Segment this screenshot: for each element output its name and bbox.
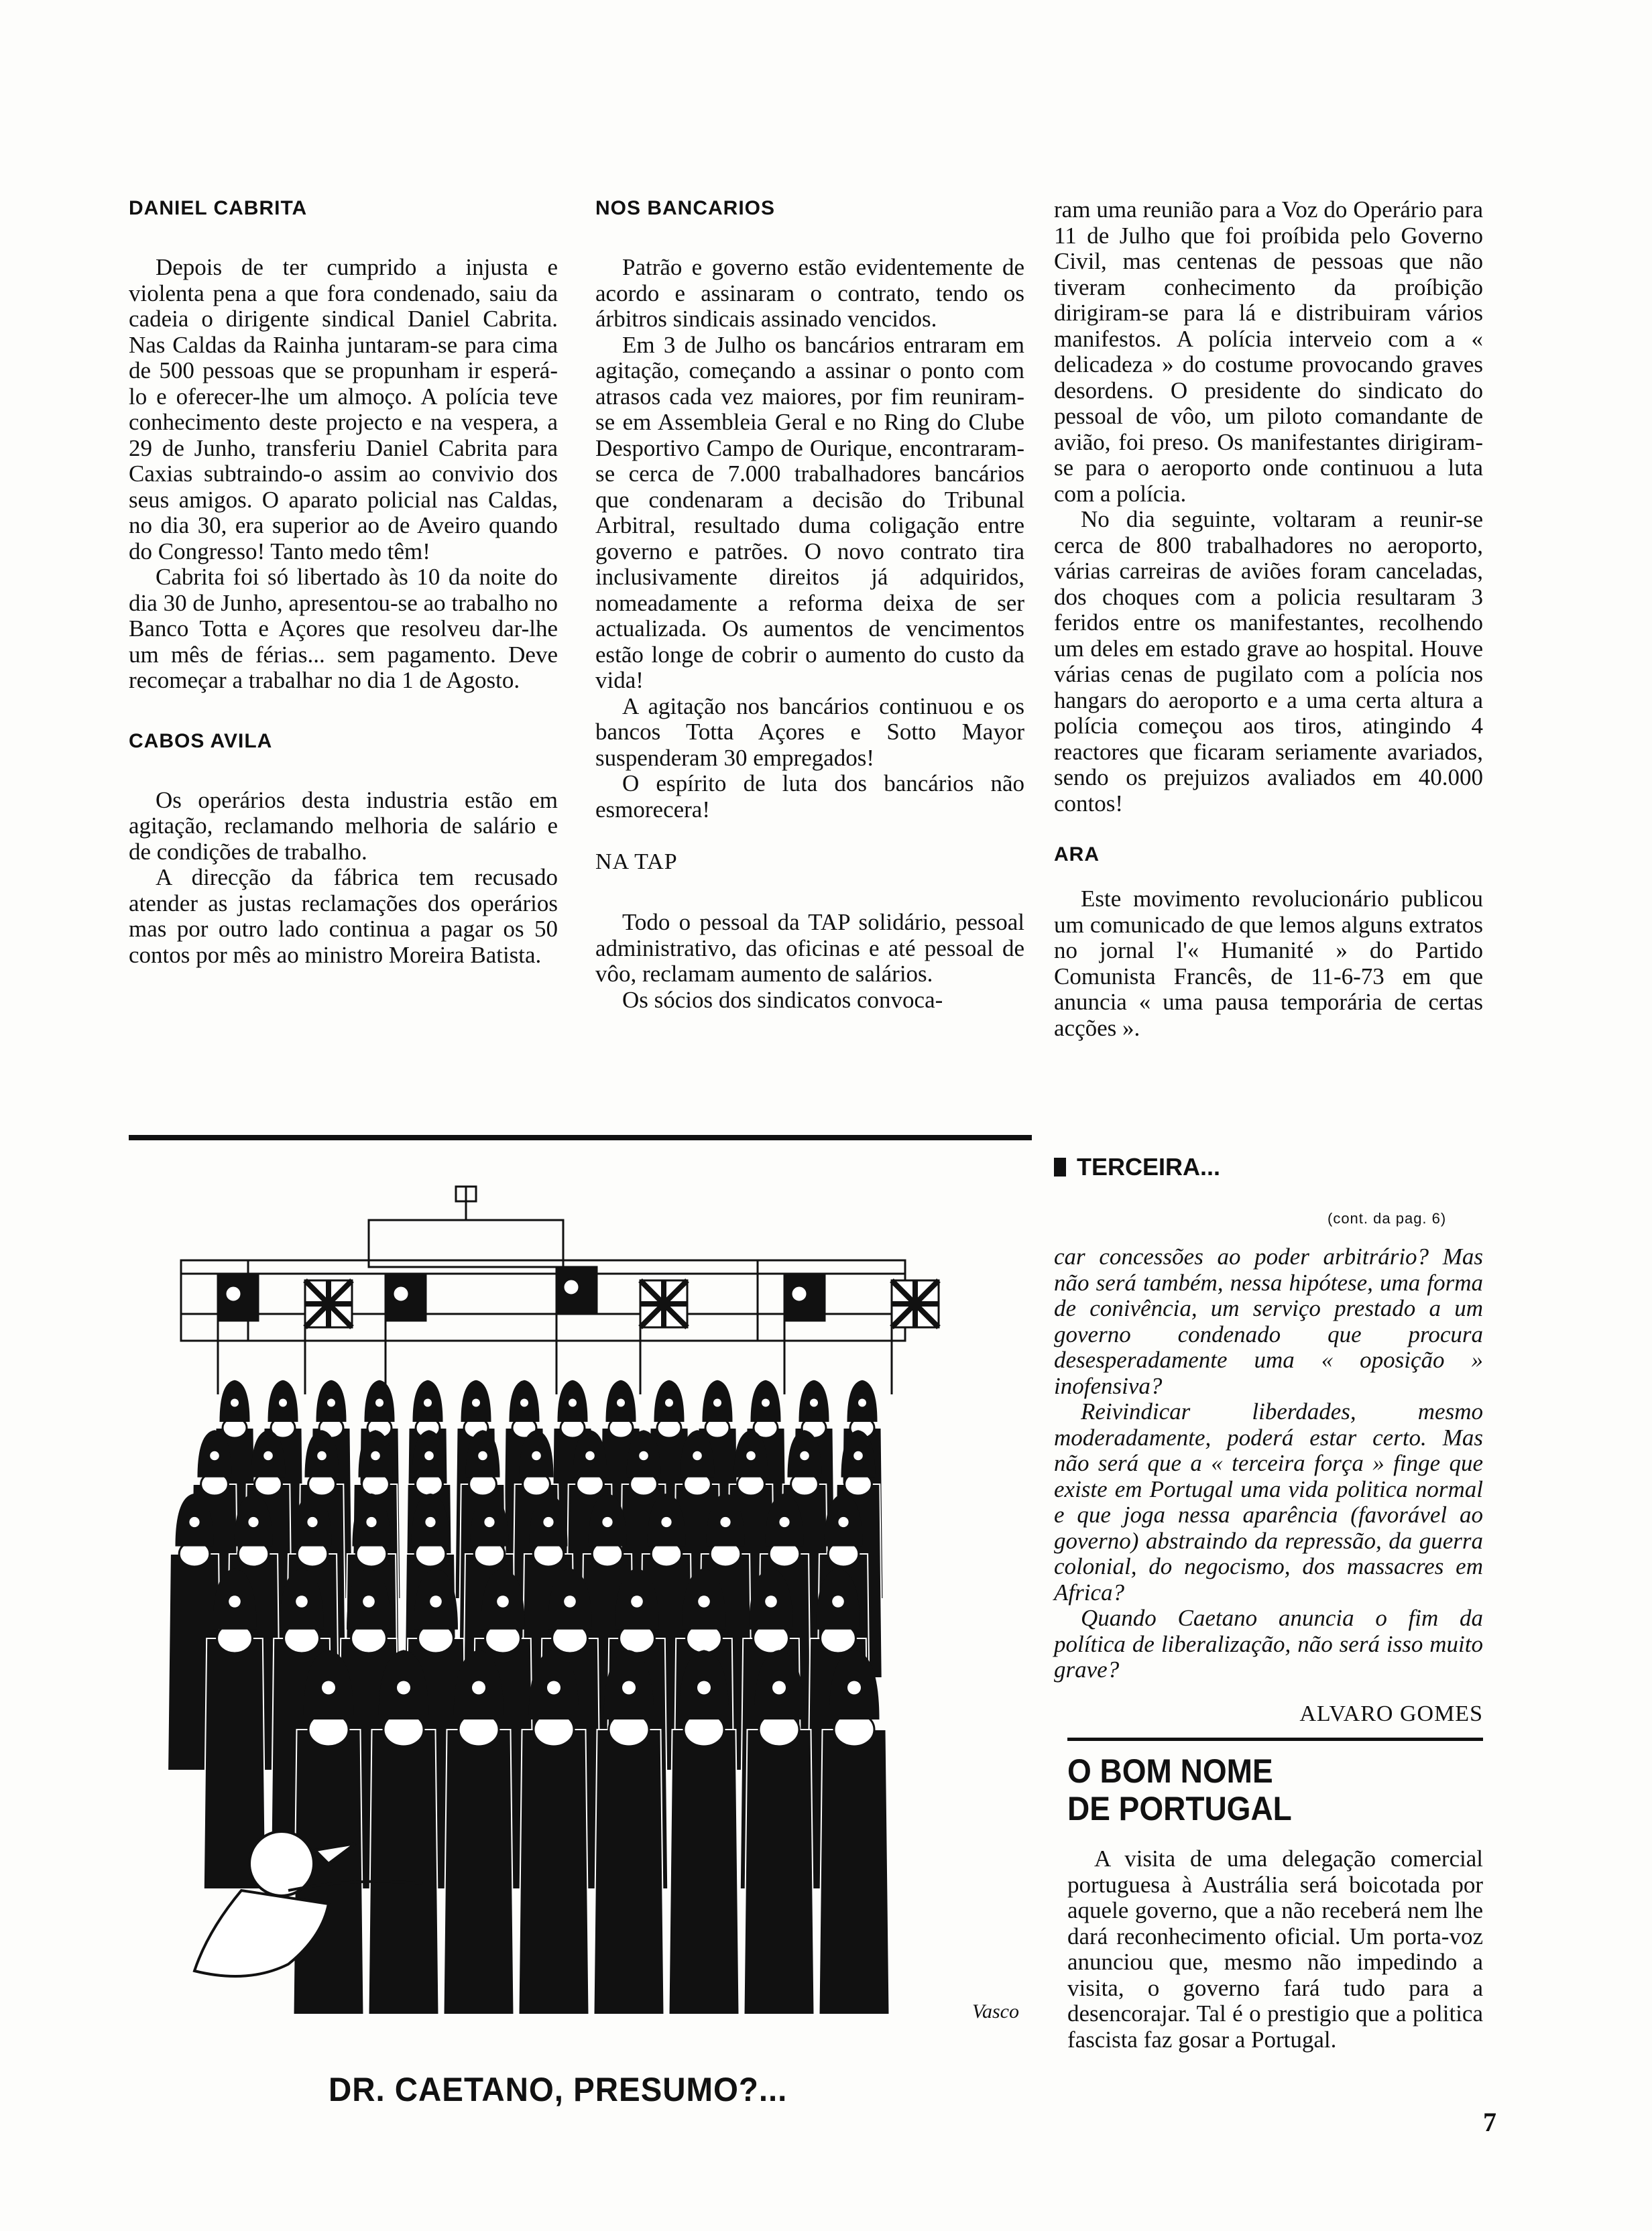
- helmet-badge: [484, 1517, 494, 1527]
- heading-daniel-cabrita: DANIEL CABRITA: [129, 197, 308, 219]
- horizontal-rule: [129, 1135, 1032, 1140]
- heading-line: DE PORTUGAL: [1067, 1790, 1292, 1827]
- helmet-badge: [229, 1595, 241, 1608]
- helmet-badge: [322, 1681, 335, 1695]
- paragraph: Em 3 de Julho os bancários entraram em agitação, começando a assinar o ponto com atrasos cada vez maiores, por fim reuniram-se em Assembleia Geral e no Ring do Clube Desportivo Campo de Ourique, encontraram-se cerca de 7.000 trabalhadores bancários que condenaram a decisão do Tribunal Arbitral, resultado duma coligação entre governo e patrões. O novo contrato tira inclusivamente direitos já adquiridos, nomeadamente a reforma deixa de ser actualizada. Os aumentos de vencimentos estão longe de cobrir o aumento do custo da vida!: [595, 331, 1024, 693]
- helmet-badge: [478, 1451, 487, 1461]
- heading-ara: ARA: [1054, 843, 1100, 865]
- page-number: 7: [1483, 2107, 1496, 2137]
- policeman-body: [519, 1730, 589, 2014]
- paragraph: Cabrita foi só libertado às 10 da noite do dia 30 de Junho, apresentou-se ao trabalho no Banco Totta e Açores que resolveu dar-lhe um mês de férias... sem pagamento. Deve recomeçar a trabalhar no dia 1 de Agosto.: [129, 564, 558, 693]
- helmet-badge: [564, 1595, 576, 1608]
- article-tap-continued: [1054, 197, 1483, 817]
- helmet-badge: [617, 1399, 625, 1407]
- helmet-badge: [693, 1451, 702, 1461]
- helmet-badge: [425, 1517, 435, 1527]
- helmet-badge: [772, 1681, 786, 1695]
- paragraph: Todo o pessoal da TAP solidário, pessoal administrativo, das oficinas e até pessoal de vôo, reclamam aumento de salários.: [595, 909, 1024, 987]
- helmet-badge: [248, 1517, 258, 1527]
- helmet-badge: [847, 1681, 861, 1695]
- helmet-badge: [424, 1451, 434, 1461]
- helmet-badge: [317, 1451, 327, 1461]
- paragraph: Reivindicar liberdades, mesmo moderadamente, poderá estar certo. Mas não será que a « terceira força » finge que existe em Portugal uma vida politica normal e que joga nessa aparência (favorável ao governo) abstraindo da repressão, da guerra colonial, do negocismo, dos massacres em Africa?: [1054, 1398, 1483, 1606]
- paragraph: A visita de uma delegação comercial portuguesa à Austrália será boicotada por aquele governo, que a não receberá nem lhe dará reconhecimento oficial. Um porta-voz anunciou que, mesmo não impedindo a visita, o governo fará tudo para a desencorajar. Tal é o prestigio que a politica fascista faz gosar a Portugal.: [1067, 1846, 1483, 2053]
- helmet-badge: [547, 1681, 560, 1695]
- policeman-body: [669, 1730, 740, 2014]
- helmet-badge: [765, 1595, 777, 1608]
- helmet-badge: [520, 1399, 528, 1407]
- helmet-badge: [189, 1517, 199, 1527]
- policeman-body: [594, 1730, 664, 2014]
- helmet-badge: [602, 1517, 612, 1527]
- helmet-badge: [569, 1399, 577, 1407]
- policeman-body: [369, 1730, 439, 2014]
- policeman-body: [819, 1730, 890, 2014]
- helmet-badge: [810, 1399, 818, 1407]
- paragraph: Depois de ter cumprido a injusta e violenta pena a que fora condenado, saiu da cadeia o dirigente sindical Daniel Cabrita. Nas Caldas da Rainha juntaram-se para cima de 500 pessoas que se propunham ir esperá-lo e oferecer-lhe um almoço. A polícia teve conhecimento deste projecto e na vespera, a 29 de Junho, transferiu Daniel Cabrita para Caxias subtraindo-o assim ao convivio dos seus amigos. O aparato policial nas Caldas, no dia 30, era superior ao de Aveiro quando do Congresso! Tanto medo têm!: [129, 254, 558, 564]
- heading-line: O BOM NOME: [1067, 1752, 1273, 1790]
- heading-terceira: [1054, 1153, 1220, 1181]
- helmet-badge: [296, 1595, 308, 1608]
- paragraph: ram uma reunião para a Voz do Operário para 11 de Julho que foi proíbida pelo Governo Civil, mas centenas de pessoas que não tiveram conhecimento da proíbição dirigiram-se para lá e distribuiram vários manifestos. A polícia interveio com a « delicadeza » do costume provocando graves desordens. O presidente do sindicato do pessoal de vôo, um piloto comandante de avião, foi preso. Os manifestantes dirigiram-se para o aeroporto onde continuou a luta com a polícia.: [1054, 196, 1483, 507]
- paragraph: Este movimento revolucionário publicou um comunicado de que lemos alguns extratos no jornal l'« Humanité » do Partido Comunista Francês, de 11-6-73 em que anuncia « uma pausa temporária de certas acções ».: [1054, 886, 1483, 1041]
- helmet-badge: [779, 1517, 789, 1527]
- helmet-badge: [363, 1595, 375, 1608]
- helmet-badge: [631, 1595, 643, 1608]
- bullet-square-icon: [1054, 1158, 1066, 1177]
- helmet-badge: [858, 1399, 866, 1407]
- paragraph: car concessões ao poder arbitrário? Mas não será também, nessa hipótese, uma forma de conivência, um serviço prestado a um governo condenado que procura desesperadamente uma « oposição » inofensiva?: [1054, 1244, 1483, 1399]
- policeman-body: [444, 1730, 514, 2014]
- article-terceira: [1054, 1244, 1483, 1683]
- helmet-badge: [665, 1399, 673, 1407]
- paragraph: A direcção da fábrica tem recusado atender as justas reclamações dos operários mas por outro lado continua a pagar os 50 contos por mês ao ministro Moreira Batista.: [129, 864, 558, 968]
- cartoon-illustration: [154, 1180, 1032, 2058]
- heading-na-tap: NA TAP: [595, 849, 678, 874]
- column-2: [595, 197, 1024, 1013]
- heading-cabos-avila: CABOS AVILA: [129, 729, 273, 752]
- helmet-badge: [307, 1517, 317, 1527]
- helmet-badge: [762, 1399, 770, 1407]
- helmet-badge: [472, 1681, 485, 1695]
- helmet-badge: [746, 1451, 756, 1461]
- helmet-badge: [543, 1517, 553, 1527]
- helmet-badge: [210, 1451, 219, 1461]
- helmet-badge: [424, 1399, 432, 1407]
- article-cabos-avila: [129, 788, 558, 969]
- continuation-note: (cont. da pag. 6): [1328, 1210, 1447, 1227]
- helmet-badge: [371, 1451, 380, 1461]
- helmet-badge: [263, 1451, 273, 1461]
- helmet-badge: [800, 1451, 809, 1461]
- helmet-badge: [231, 1399, 239, 1407]
- paragraph: A agitação nos bancários continuou e os bancos Totta Açores e Sotto Mayor suspenderam 30 empregados!: [595, 692, 1024, 771]
- cartoon-caption: DR. CAETANO, PRESUMO?...: [329, 2071, 788, 2108]
- helmet-badge: [397, 1681, 410, 1695]
- article-ara: [1054, 886, 1483, 1041]
- helmet-badge: [585, 1451, 595, 1461]
- article-na-tap: [595, 910, 1024, 1013]
- paragraph: Os operários desta industria estão em agitação, reclamando melhoria de salário e de condições de trabalho.: [129, 786, 558, 865]
- helmet-badge: [713, 1399, 721, 1407]
- helmet-badge: [720, 1517, 730, 1527]
- helmet-badge: [697, 1681, 711, 1695]
- article-bom-nome: [1067, 1846, 1483, 2053]
- author-byline: ALVARO GOMES: [1299, 1701, 1483, 1726]
- helmet-badge: [497, 1595, 509, 1608]
- helmet-badge: [375, 1399, 384, 1407]
- heading-terceira-label: TERCEIRA...: [1077, 1153, 1221, 1181]
- column-3: [1054, 197, 1483, 1041]
- policeman-body: [744, 1730, 815, 2014]
- paragraph: O espírito de luta dos bancários não esmorecera!: [595, 770, 1024, 823]
- helmet-badge: [430, 1595, 442, 1608]
- paragraph: Quando Caetano anuncia o fim da política de liberalização, não será isso muito grave?: [1054, 1605, 1483, 1683]
- helmet-badge: [366, 1517, 376, 1527]
- helmet-badge: [853, 1451, 863, 1461]
- heading-nos-bancarios: NOS BANCARIOS: [595, 197, 776, 219]
- heading-bom-nome: [1067, 1752, 1292, 1827]
- column-1: [129, 197, 558, 968]
- artist-signature: Vasco: [972, 2000, 1019, 2023]
- flags: [218, 1267, 939, 1394]
- helmet-badge: [639, 1451, 648, 1461]
- helmet-badge: [698, 1595, 710, 1608]
- article-daniel-cabrita: [129, 255, 558, 694]
- article-nos-bancarios: [595, 255, 1024, 823]
- helmet-badge: [279, 1399, 287, 1407]
- helmet-badge: [832, 1595, 844, 1608]
- helmet-badge: [472, 1399, 480, 1407]
- paragraph: Patrão e governo estão evidentemente de acordo e assinaram o contrato, tendo os árbitros sindicais assinado vencidos.: [595, 254, 1024, 332]
- helmet-badge: [327, 1399, 335, 1407]
- helmet-badge: [532, 1451, 541, 1461]
- helmet-badge: [661, 1517, 671, 1527]
- helmet-badge: [838, 1517, 848, 1527]
- paragraph: No dia seguinte, voltaram a reunir-se cerca de 800 trabalhadores no aeroporto, várias carreiras de aviões foram canceladas, dos choques com a policia resultaram 3 feridos entre os manifestantes, recolhendo um deles em estado grave ao hospital. Houve várias cenas de pugilato com a polícia nos hangars do aeroporto e a uma certa altura a polícia começou aos tiros, atingindo 4 reactores que ficaram seriamente avariados, sendo os prejuizos avaliados em 40.000 contos!: [1054, 506, 1483, 817]
- helmet-badge: [622, 1681, 636, 1695]
- horizontal-rule: [1067, 1738, 1483, 1741]
- paragraph: Os sócios dos sindicatos convoca-: [622, 986, 943, 1013]
